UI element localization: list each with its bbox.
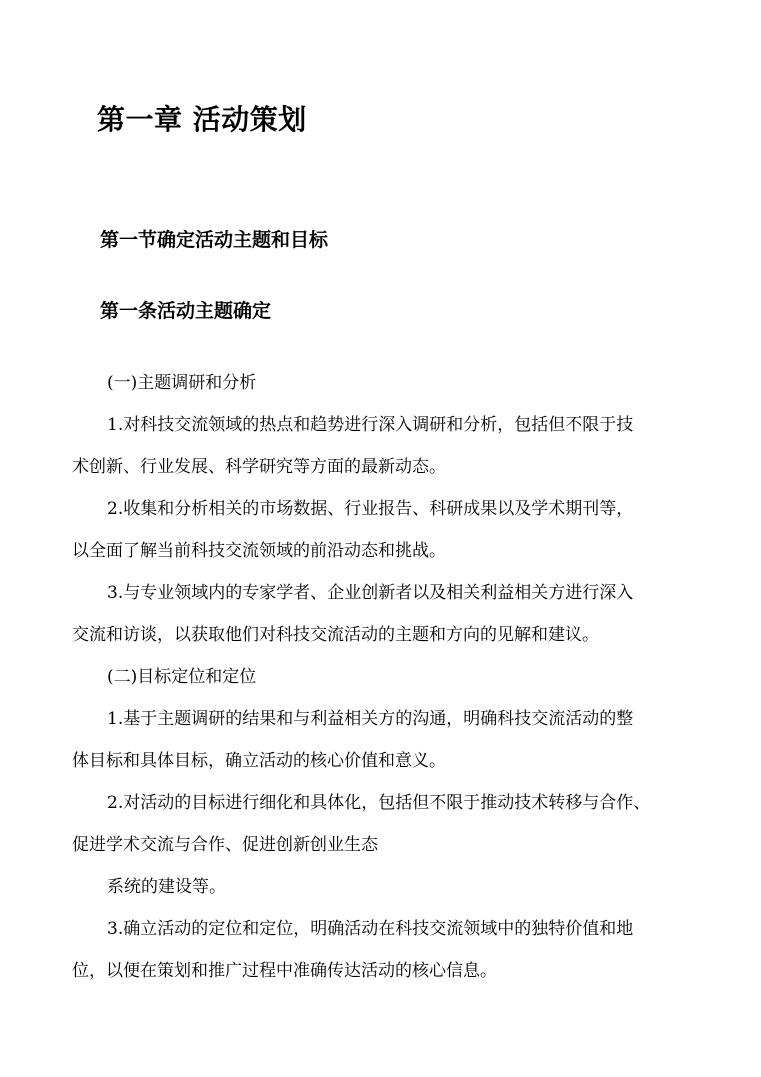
section-title: 第一节确定活动主题和目标 (100, 229, 329, 251)
article-title: 第一条活动主题确定 (100, 300, 272, 322)
paragraph-line: 体目标和具体目标，确立活动的核心价值和意义。 (72, 751, 446, 771)
paragraph-line: 1.对科技交流领域的热点和趋势进行深入调研和分析，包括但不限于技 (107, 415, 634, 435)
subheading-research: (一)主题调研和分析 (107, 373, 257, 393)
chapter-title: 第一章 活动策划 (97, 103, 307, 136)
paragraph-line: 3.与专业领域内的专家学者、企业创新者以及相关利益相关方进行深入 (107, 583, 634, 603)
subheading-goals: (二)目标定位和定位 (107, 667, 257, 687)
paragraph-line: 促进学术交流与合作、促进创新创业生态 (72, 835, 378, 855)
paragraph-line: 术创新、行业发展、科学研究等方面的最新动态。 (72, 457, 446, 477)
paragraph-line: 位，以便在策划和推广过程中准确传达活动的核心信息。 (72, 961, 497, 981)
paragraph-line: 交流和访谈，以获取他们对科技交流活动的主题和方向的见解和建议。 (72, 625, 599, 645)
paragraph-line: 1.基于主题调研的结果和与利益相关方的沟通，明确科技交流活动的整 (107, 709, 634, 729)
paragraph-line: 3.确立活动的定位和定位，明确活动在科技交流领域中的独特价值和地 (107, 919, 634, 939)
body-text (72, 362, 692, 992)
paragraph-line: 2.对活动的目标进行细化和具体化，包括但不限于推动技术转移与合作、 (107, 793, 651, 813)
paragraph-line: 2.收集和分析相关的市场数据、行业报告、科研成果以及学术期刊等， (107, 499, 634, 519)
paragraph-line: 系统的建设等。 (107, 877, 226, 897)
paragraph-line: 以全面了解当前科技交流领域的前沿动态和挑战。 (72, 541, 446, 561)
